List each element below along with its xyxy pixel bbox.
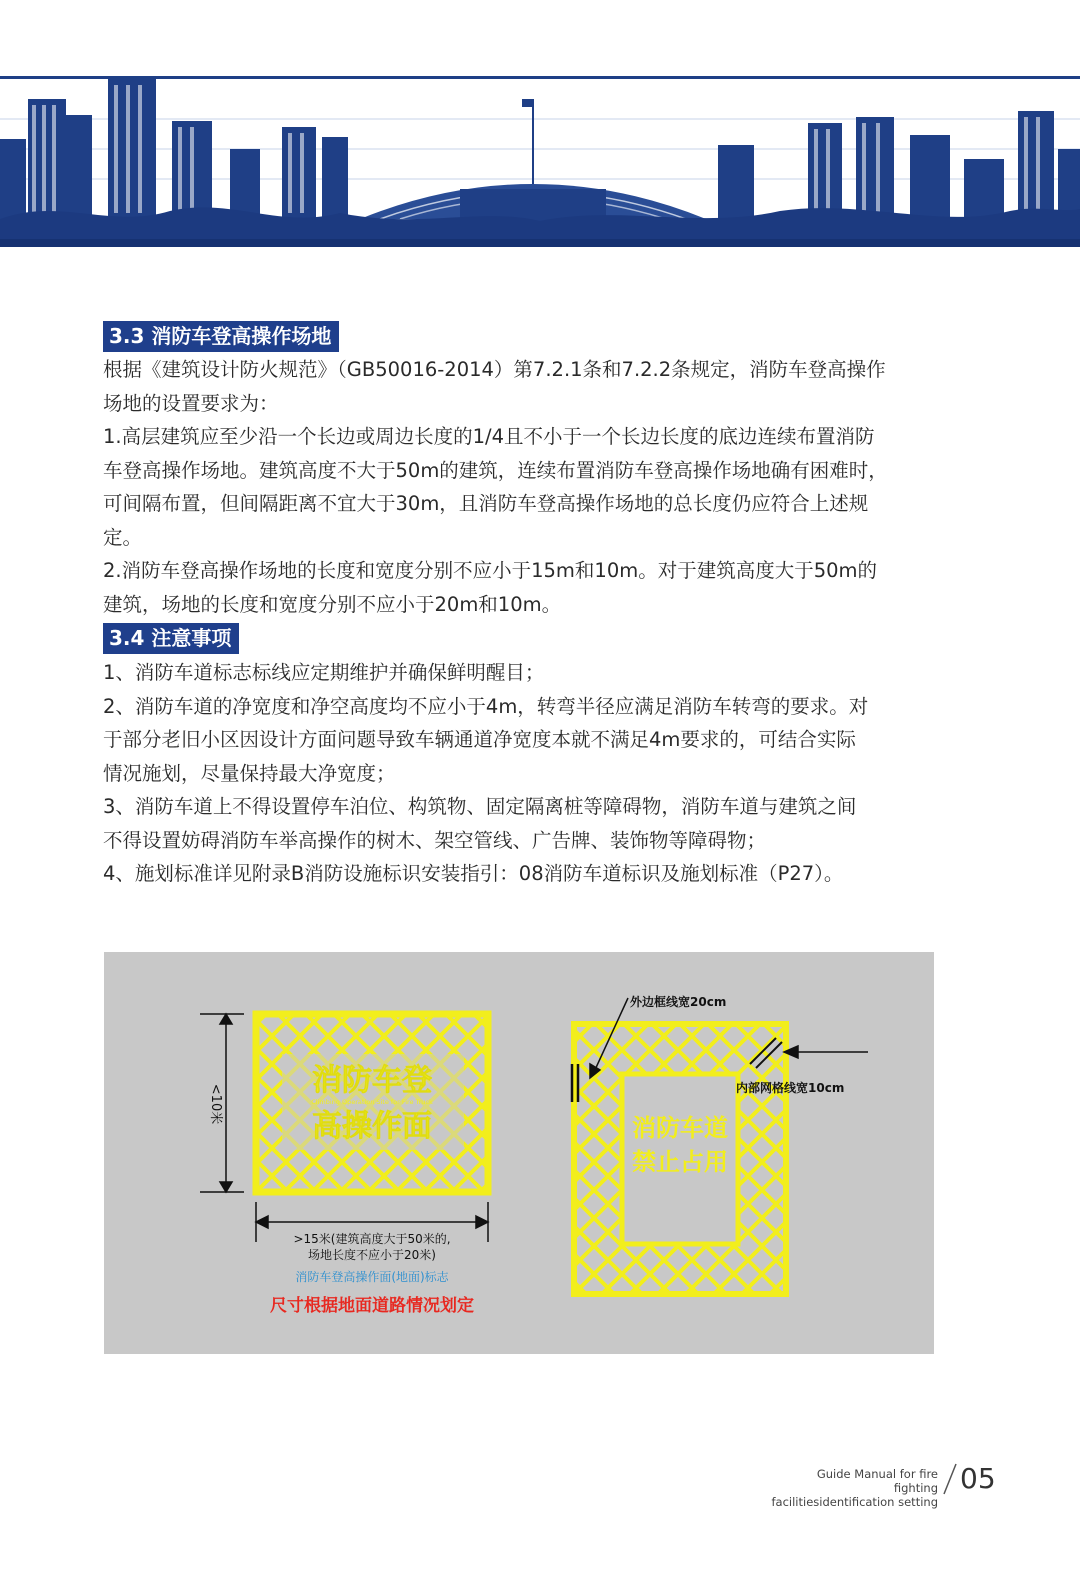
text-line: 建筑，场地的长度和宽度分别不应小于20m和10m。 bbox=[103, 592, 562, 616]
text-line: 场地的设置要求为： bbox=[103, 391, 279, 415]
text-line: 于部分老旧小区因设计方面问题导致车辆通道净宽度本就不满足4m要求的，可结合实际 bbox=[103, 728, 856, 751]
width-label-2: 场地长度不应小于20米) bbox=[308, 1248, 436, 1262]
section-heading-3-3: 3.3 消防车登高操作场地 bbox=[103, 321, 339, 352]
text-line: 不得设置妨碍消防车举高操作的树木、架空管线、广告牌、装饰物等障碍物； bbox=[103, 828, 767, 852]
left-sign-title-2: 高操作面 bbox=[312, 1109, 432, 1144]
text-line: 4、施划标准详见附录B消防设施标识安装指引：08消防车道标识及施划标准（P27）。 bbox=[103, 862, 844, 885]
footer-line: facilitiesidentification setting bbox=[771, 1495, 938, 1509]
text-line: 定。 bbox=[103, 525, 143, 549]
text-line: 可间隔布置，但间隔距离不宜大于30m，且消防车登高操作场地的总长度仍应符合上述规 bbox=[103, 492, 869, 515]
outer-frame-label: 外边框线宽20cm bbox=[630, 995, 727, 1009]
marking-diagram-figure bbox=[104, 952, 934, 1354]
footer-line: Guide Manual for fire fighting bbox=[816, 1467, 938, 1495]
city-skyline-banner bbox=[0, 79, 1080, 247]
no-occupying-sign bbox=[574, 1024, 786, 1294]
section-3-3-body bbox=[103, 353, 963, 621]
text-line: 1.高层建筑应至少沿一个长边或周边长度的1/4且不小于一个长边长度的底边连续布置消防 bbox=[103, 425, 875, 448]
inner-grid-label: 内部网格线宽10cm bbox=[736, 1081, 845, 1095]
left-sign-subtitle: Climbing Operation Site for Fire Truck bbox=[311, 1098, 433, 1106]
right-sign-text-2: 禁止占用 bbox=[632, 1148, 728, 1176]
left-sign-title-1: 消防车登 bbox=[312, 1063, 432, 1098]
size-note: 尺寸根据地面道路情况划定 bbox=[270, 1296, 474, 1316]
text-line: 车登高操作场地。建筑高度不大于50m的建筑，连续布置消防车登高操作场地确有困难时， bbox=[103, 458, 888, 482]
footer-manual-title bbox=[770, 1467, 938, 1509]
sign-caption: 消防车登高操作面(地面)标志 bbox=[295, 1270, 449, 1284]
page-number: 05 bbox=[960, 1462, 996, 1495]
text-line: 根据《建筑设计防火规范》（GB50016-2014）第7.2.1条和7.2.2条规定，消防车登高操作 bbox=[103, 358, 886, 381]
text-line: 情况施划，尽量保持最大净宽度； bbox=[103, 761, 396, 785]
section-heading-3-4: 3.4 注意事项 bbox=[103, 623, 239, 654]
text-line: 3、消防车道上不得设置停车泊位、构筑物、固定隔离桩等障碍物，消防车道与建筑之间 bbox=[103, 795, 857, 818]
height-label: <10米 bbox=[208, 1083, 223, 1125]
footer-divider-slash bbox=[942, 1462, 958, 1496]
width-label-1: >15米(建筑高度大于50米的, bbox=[293, 1232, 451, 1246]
text-line: 2.消防车登高操作场地的长度和宽度分别不应小于15m和10m。对于建筑高度大于50m的 bbox=[103, 559, 878, 582]
section-3-4-body bbox=[103, 656, 963, 891]
climbing-site-sign bbox=[256, 1014, 488, 1192]
right-sign-text-1: 消防车道 bbox=[632, 1114, 728, 1142]
text-line: 2、消防车道的净宽度和净空高度均不应小于4m，转弯半径应满足消防车转弯的要求。对 bbox=[103, 694, 869, 718]
text-line: 1、消防车道标志标线应定期维护并确保鲜明醒目； bbox=[103, 661, 545, 684]
